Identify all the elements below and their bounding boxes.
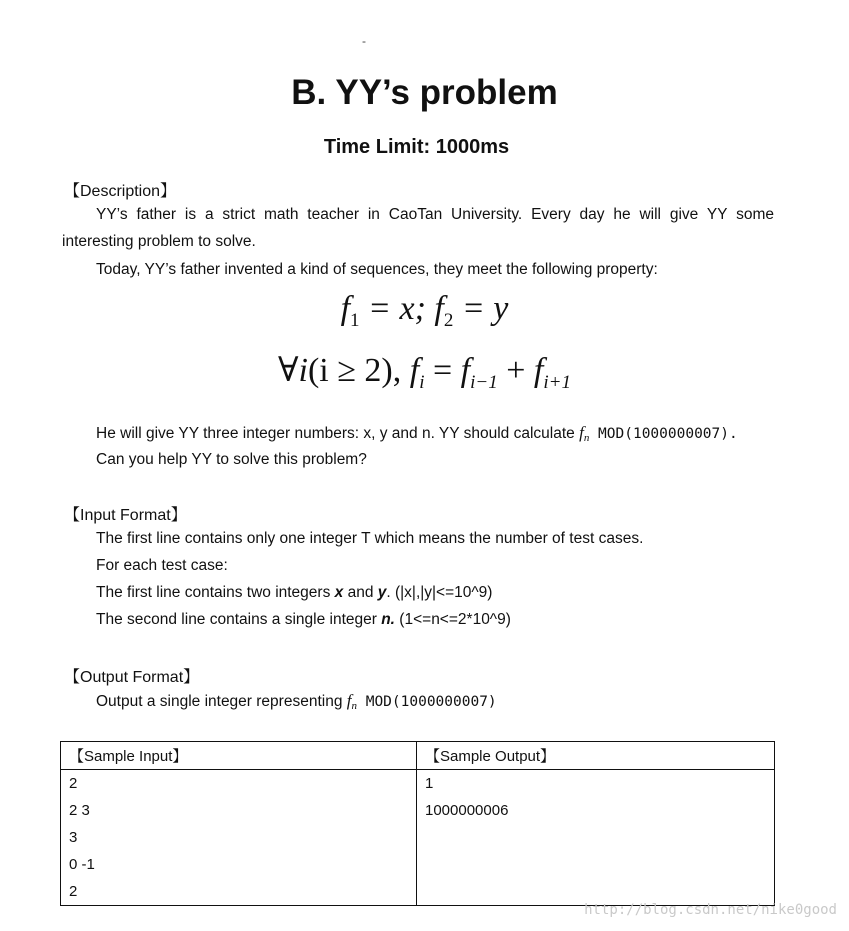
sample-input-cell: 2: [61, 770, 417, 798]
sample-output-cell: [417, 824, 775, 851]
sample-input-header: 【Sample Input】: [61, 742, 417, 770]
table-row: [61, 797, 775, 824]
formula-initial-terms: $f_1 = x$; $f_2 = y$: [340, 290, 509, 331]
sample-input-cell: 0 -1: [61, 851, 417, 878]
table-row: [61, 824, 775, 851]
input-format-line-3: The first line contains two integers x and y. (|x|,|y|<=10^9): [96, 584, 493, 601]
sample-input-cell: 2: [61, 878, 417, 906]
sample-input-cell: 3: [61, 824, 417, 851]
description-paragraph-3: He will give YY three integer numbers: x, y and n. YY should calculate $f_n$ MOD(1000000007).: [96, 423, 738, 444]
blog-watermark: http://blog.csdn.net/nike0good: [584, 902, 837, 918]
output-format-line: Output a single integer representing $f_n$ MOD(1000000007): [96, 691, 497, 712]
input-format-line-2: For each test case:: [96, 557, 228, 574]
description-paragraph-1: YY’s father is a strict math teacher in CaoTan University. Every day he will give YY some interesting problem to solve.: [62, 206, 774, 250]
table-row: [61, 851, 775, 878]
problem-title: B. YY’s problem: [291, 73, 558, 112]
description-paragraph-2: Today, YY’s father invented a kind of sequences, they meet the following property:: [96, 261, 658, 278]
description-heading: 【Description】: [64, 183, 177, 200]
output-format-heading: 【Output Format】: [64, 669, 200, 686]
sample-input-cell: 2 3: [61, 797, 417, 824]
stray-mark: -: [362, 34, 366, 48]
sample-output-cell: 1: [417, 770, 775, 798]
input-format-line-1: The first line contains only one integer T which means the number of test cases.: [96, 530, 644, 547]
time-limit: Time Limit: 1000ms: [323, 136, 510, 158]
input-format-line-4: The second line contains a single integer n. (1<=n<=2*10^9): [96, 611, 511, 628]
sample-table: [60, 741, 775, 906]
formula-recurrence: ∀i(i ≥ 2), $f_i = f_{i-1} + f_{i+1}$: [278, 352, 571, 393]
sample-output-cell: [417, 851, 775, 878]
table-row: [61, 770, 775, 798]
input-format-heading: 【Input Format】: [64, 507, 187, 524]
sample-header-row: [61, 742, 775, 770]
description-paragraph-4: Can you help YY to solve this problem?: [96, 451, 367, 468]
sample-output-header: 【Sample Output】: [417, 742, 775, 770]
sample-output-cell: 1000000006: [417, 797, 775, 824]
